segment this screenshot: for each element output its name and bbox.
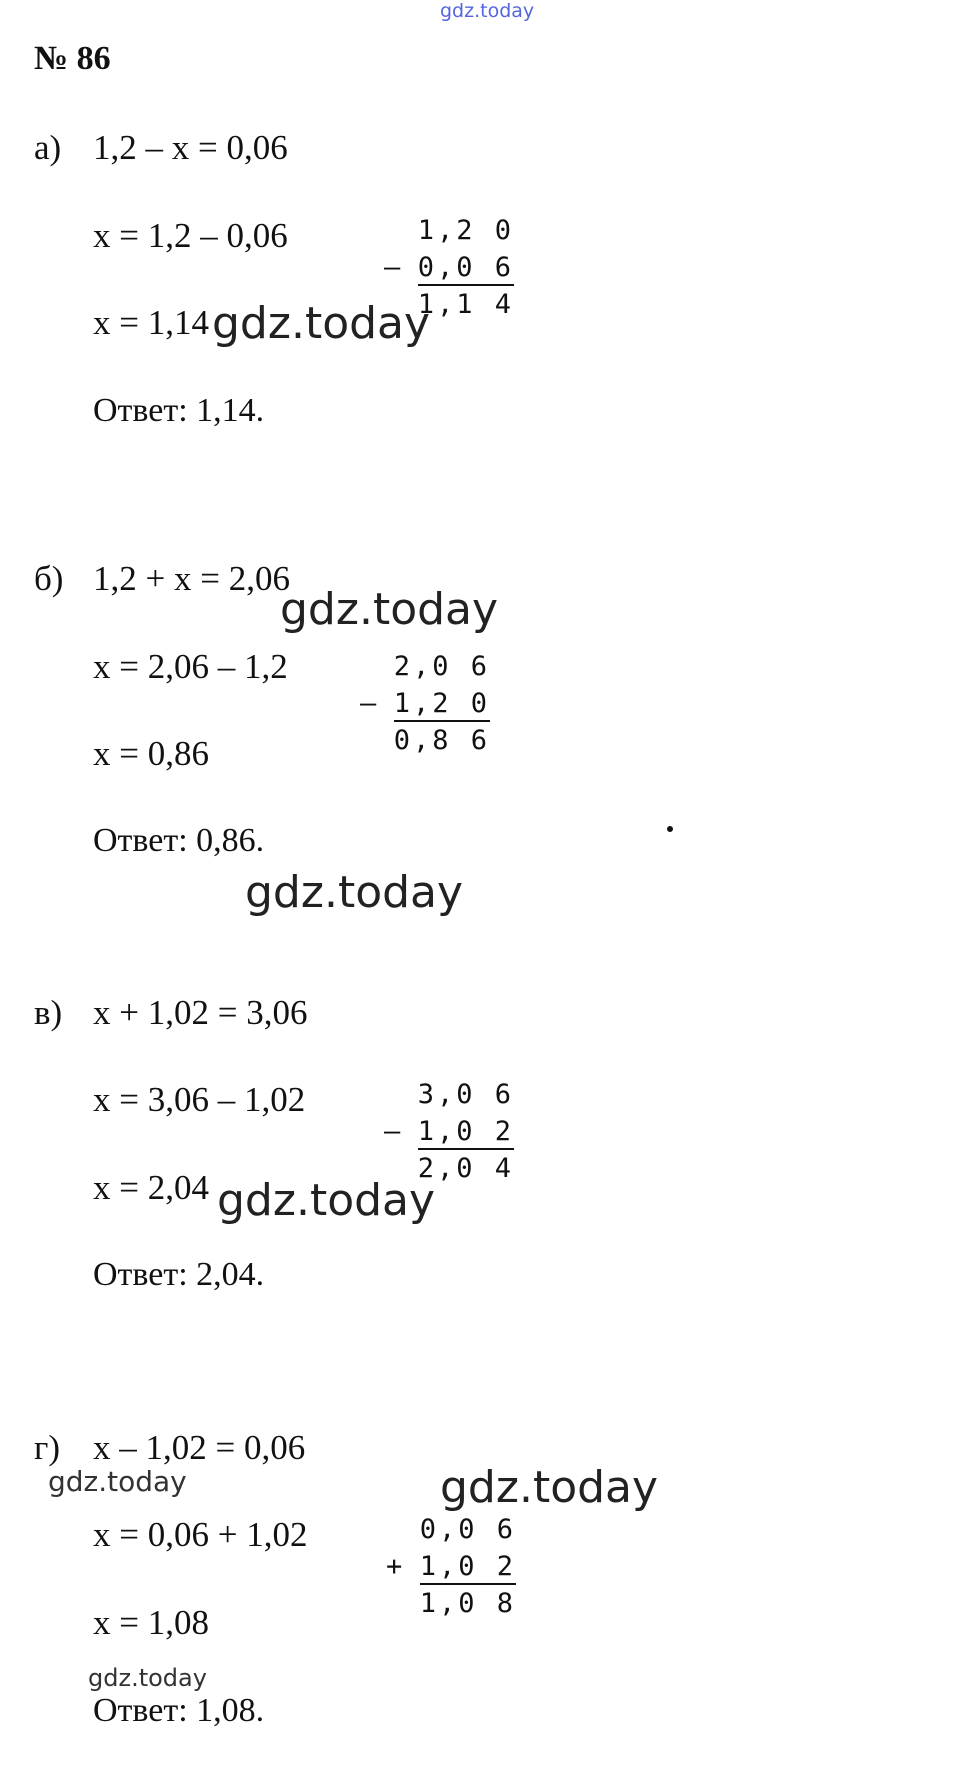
equation-a-original: 1,2 – x = 0,06: [93, 128, 288, 167]
calc-c-top: 3,0 6: [417, 1079, 514, 1110]
column-calc-d: [386, 1511, 516, 1622]
calc-d-line: [420, 1583, 516, 1585]
calc-b-bottom: 1,2 0: [393, 688, 490, 719]
watermark-top: gdz.today: [440, 0, 535, 22]
watermark: gdz.today: [48, 1465, 187, 1498]
dot-mark: [667, 826, 673, 832]
answer-c: Ответ: 2,04.: [93, 1256, 265, 1293]
watermark: gdz.today: [440, 1462, 659, 1513]
problem-label-c: в): [34, 993, 63, 1032]
calc-d-sign: +: [386, 1551, 403, 1582]
equation-c-solution: x = 2,04: [93, 1168, 209, 1207]
equation-c-original: x + 1,02 = 3,06: [93, 993, 308, 1032]
calc-d-result: 1,0 8: [419, 1588, 516, 1619]
problem-label-a: а): [34, 128, 62, 167]
equation-d-solution: x = 1,08: [93, 1603, 209, 1642]
calc-b-top: 2,0 6: [393, 651, 490, 682]
watermark: gdz.today: [88, 1664, 207, 1692]
equation-a-step: x = 1,2 – 0,06: [93, 216, 288, 255]
calc-b-result: 0,8 6: [393, 725, 490, 756]
equation-b-original: 1,2 + x = 2,06: [93, 559, 290, 598]
answer-b: Ответ: 0,86.: [93, 822, 265, 859]
calc-a-result: 1,1 4: [417, 289, 514, 320]
calc-d-top: 0,0 6: [419, 1514, 516, 1545]
equation-a-solution: x = 1,14: [93, 303, 209, 342]
calc-a-bottom: 0,0 6: [417, 252, 514, 283]
equation-b-solution: x = 0,86: [93, 734, 209, 773]
calc-b-sign: –: [360, 688, 377, 719]
calc-c-bottom: 1,0 2: [417, 1116, 514, 1147]
calc-a-top: 1,2 0: [417, 215, 514, 246]
watermark: gdz.today: [212, 298, 431, 349]
watermark: gdz.today: [280, 584, 499, 635]
answer-a: Ответ: 1,14.: [93, 392, 265, 429]
column-calc-c: [384, 1076, 514, 1187]
equation-d-original: x – 1,02 = 0,06: [93, 1428, 306, 1467]
calc-c-sign: –: [384, 1116, 401, 1147]
calc-a-line: [418, 284, 514, 286]
equation-d-step: x = 0,06 + 1,02: [93, 1515, 308, 1554]
problem-label-d: г): [34, 1428, 61, 1467]
watermark: gdz.today: [217, 1175, 436, 1226]
calc-c-line: [418, 1148, 514, 1150]
problem-number-title: № 86: [34, 40, 111, 77]
calc-c-result: 2,0 4: [417, 1153, 514, 1184]
calc-a-sign: –: [384, 252, 401, 283]
equation-c-step: x = 3,06 – 1,02: [93, 1080, 306, 1119]
equation-b-step: x = 2,06 – 1,2: [93, 647, 288, 686]
answer-d: Ответ: 1,08.: [93, 1692, 265, 1729]
calc-b-line: [394, 720, 490, 722]
column-calc-b: [360, 648, 490, 759]
calc-d-bottom: 1,0 2: [419, 1551, 516, 1582]
watermark: gdz.today: [245, 867, 464, 918]
problem-label-b: б): [34, 559, 64, 598]
